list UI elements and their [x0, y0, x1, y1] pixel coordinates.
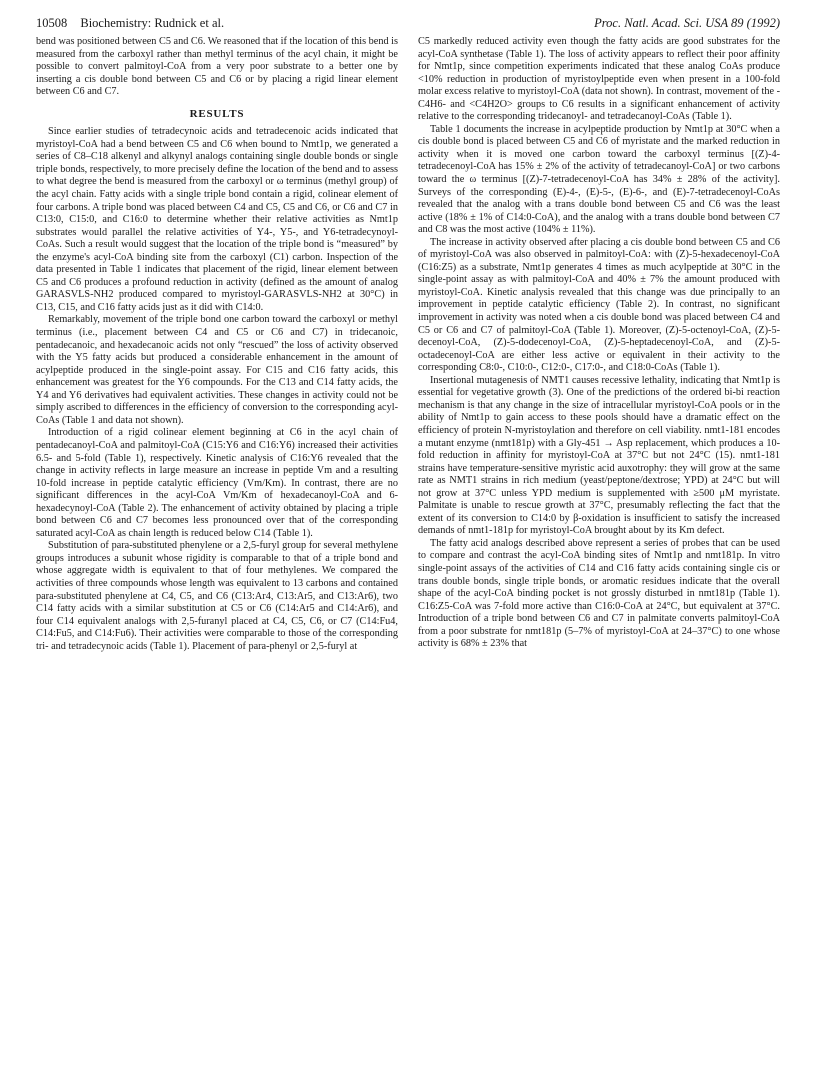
page-header — [36, 16, 780, 36]
paragraph: Table 1 documents the increase in acylpeptide production by Nmt1p at 30°C when a cis double bond is placed between C5 and C6 of myristate and the marked reduction in activity when it is moved one carbon toward the carboxyl terminus [(Z)-4-tetradecenoyl-CoA has 15% ± 2% of the activity of tetradecanoyl-CoA] or two carbons toward the ω terminus [(Z)-7-tetradecenoyl-CoA has 34% ± 28% of the activity]. Surveys of the corresponding (E)-4-, (E)-5-, (E)-6-, and (E)-7-tetradecenoyl-CoAs revealed that the analog with a trans double bond between C5 and C6 was the least active (18% ± 1% of C14:0-CoA), and the analog with a trans double bond between C7 and C8 was the most active (104% ± 11%). — [418, 123, 780, 236]
paragraph: Introduction of a rigid colinear element beginning at C6 in the acyl chain of pentadecanoyl-CoA and palmitoyl-CoA (C15:Y6 and C16:Y6) increased their activities 6.5- and 5-fold (Table 1), respectively. Kinetic analysis of C16:Y6 revealed that the change in activity reflects in large measure an increase in peptide Vm and a resulting 10-fold increase in peptide catalytic efficiency (Vm/Km). In contrast, there are no significant differences in the acyl-CoA Vm/Km of hexadecanoyl-CoA and 6-hexadecynoyl-CoA (Table 2). The enhancement of activity obtained by placing a triple bond between C6 and C7 becomes less pronounced over that of the corresponding saturated acyl-CoA as chain length is reduced below C14 (Table 1). — [36, 427, 398, 539]
paragraph: Insertional mutagenesis of NMT1 causes recessive lethality, indicating that Nmt1p is essential for vegetative growth (3). One of the predictions of the ordered bi-bi reaction mechanism is that any change in the size of intracellular myristoyl-CoA pools or in the ability of Nmt1p to gain access to these pools should have a dramatic effect on the efficiency of protein N-myristoylation and therefore on cell viability. nmt1-181 encodes a mutant enzyme (nmt181p) with a Gly-451 → Asp replacement, which produces a 10-fold reduction in affinity for myristoyl-CoA at 37°C but not 24°C (15). nmt1-181 strains have temperature-sensitive myristic acid auxotrophy: they will grow at the same rate as NMT1 strains in rich medium (yeast/peptone/dextrose; YPD) at 24°C but will not grow at 37°C unless YPD medium is supplemented with ≥500 μM myristate. Palmitate is unable to rescue growth at 37°C, presumably reflecting the fact that the extent of its conversion to C14:0 by β-oxidation is insufficient to satisfy the increased demands of nmt1-181p for myristoyl-CoA brought about by its Km defect. — [418, 374, 780, 537]
journal-citation: Proc. Natl. Acad. Sci. USA 89 (1992) — [594, 16, 780, 30]
left-column — [36, 36, 398, 1072]
running-title: Biochemistry: Rudnick et al. — [80, 16, 225, 30]
right-column — [418, 36, 780, 1072]
page-number: 10508 — [36, 16, 68, 30]
paragraph: Remarkably, movement of the triple bond one carbon toward the carboxyl or methyl terminus (i.e., placement between C4 and C5 or C6 and C7) in tridecanoic, pentadecanoic, and hexadecanoic acids not only “rescued” the loss of activity observed with the Y5 fatty acids but produced a considerable enhancement in the amount of acylpeptide produced in the single-point assay. For C15 and C16 fatty acids, this enhancement was greatest for the Y6 compounds. For the C13 and C14 fatty acids, the Y4 and Y6 derivatives had equivalent activities. These changes in activity could not be simply ascribed to differences in the efficiency of conversion to the corresponding acyl-CoAs (Table 1 and data not shown). — [36, 314, 398, 426]
section-heading-results: RESULTS — [189, 107, 245, 120]
paragraph: Since earlier studies of tetradecynoic acids and tetradecenoic acids indicated that myristoyl-CoA had a bend between C5 and C6 when bound to Nmt1p, we generated a series of C8–C18 alkenyl and alkynyl analogs containing single double bonds or single triple bonds, respectively, to more precisely define the location of the bend and to assess to what degree the bend is measured from the carboxyl or ω terminus (methyl group) of the acyl chain. Fatty acids with a single triple bond contain a rigid, colinear element of four carbons. A triple bond was placed between C4 and C5, C5 and C6, or C6 and C7 in C13:0, C15:0, and C16:0 to determine whether their relative activities as Nmt1p substrates would parallel the relative activities of Y4-, Y5-, and Y6-tetradecynoyl-CoAs. Such a result would suggest that the location of the triple bond is “measured” by the enzyme's acyl-CoA binding site from the carboxyl (C1) carbon. Inspection of the data presented in Table 1 indicates that placement of the rigid, linear element between C5 and C6 produces a profound reduction in activity (defined as the amount of analog GARASVLS-NH2 produced compared to myristoyl-GARASVLS-NH2 at 30°C) in C13, C15, and C16 fatty acids just as it did with C14:0. — [36, 126, 398, 313]
paragraph: bend was positioned between C5 and C6. We reasoned that if the location of this bend is measured from the carboxyl rather than methyl terminus of the acyl chain, it might be possible to convert palmitoyl-CoA from a very poor substrate to a better one by inserting a cis double bond between C5 and C6 or by placing a rigid linear element between C6 and C7. — [36, 36, 398, 98]
header-left — [36, 16, 224, 31]
paragraph: The fatty acid analogs described above represent a series of probes that can be used to compare and contrast the acyl-CoA binding sites of Nmt1p and nmt181p. In vitro single-point assays of the activities of C14 and C16 fatty acids containing single cis or trans double bonds, single triple bonds, or aromatic residues indicate that the overall shape of the acyl-CoA binding pocket is not grossly disturbed in nmt181p (Table 1). C16:Z5-CoA was 7-fold more active than C16:0-CoA at 24°C, but equivalent at 37°C. Introduction of a triple bond between C6 and C7 in palmitate converts palmitoyl-CoA from a poor substrate for nmt181p (5–7% of myristoyl-CoA at 24–37°C) to one whose activity is 68% ± 23% that — [418, 537, 780, 650]
paragraph: C5 markedly reduced activity even though the fatty acids are good substrates for the acyl-CoA synthetase (Table 1). The loss of activity appears to reflect their poor affinity for Nmt1p, since competition experiments indicated that these analog CoAs produce <10% reduction in production of myristoylpeptide even when present in a 100-fold molar excess relative to myristoyl-CoA (data not shown). In contrast, movement of the -C4H6- and <C4H2O> groups to C6 results in a significant enhancement of activity relative to the corresponding tridecanoyl- and tetradecanoyl-CoAs (Table 1). — [418, 36, 780, 123]
paragraph: The increase in activity observed after placing a cis double bond between C5 and C6 of myristoyl-CoA was also observed in palmitoyl-CoA: with (Z)-5-hexadecenoyl-CoA (C16:Z5) as a substrate, Nmt1p generates 4 times as much acylpeptide at 30°C in the single-point assay as with palmitoyl-CoA and 40% ± 7% the amount produced with myristoyl-CoA. Kinetic analysis revealed that this change was due principally to an improvement in peptide catalytic efficiency (Table 2). In contrast, no significant improvement in activity was noted when a cis double bond was placed between C4 and C5 or C6 and C7 of palmitoyl-CoA (Table 1). Moreover, (Z)-5-octenoyl-CoA, (Z)-5-decenoyl-CoA, (Z)-5-dodecenoyl-CoA, (Z)-5-heptadecenoyl-CoA, and (Z)-5-octadecenoyl-CoA are either less active or equivalent in their activity to the corresponding C8:0-, C10:0-, C12:0-, C17:0-, and C18:0-CoAs (Table 1). — [418, 236, 780, 374]
paragraph: Substitution of para-substituted phenylene or a 2,5-furyl group for several methylene groups introduces a subunit whose rigidity is comparable to that of a triple bond and whose aggregate width is equivalent to that of four methylenes. We compared the activities of three compounds whose length was equivalent to 13 carbons and contained para-substituted phenylene at C4, C5, and C6 (C13:Ar4, C13:Ar5, and C13:Ar6), two C14 fatty acids with a similar substitution at C5 or C6 (C14:Ar5 and C14:Ar6), and four C14 equivalent analogs with 2,5-furanyl placed at C4, C5, C6, or C7 (C14:Fu4, C14:Fu5, and C14:Fu6). Their activities were comparable to those of the corresponding tri- and tetradecynoic acids (Table 1). Placement of para-phenyl or 2,5-furyl at — [36, 540, 398, 652]
